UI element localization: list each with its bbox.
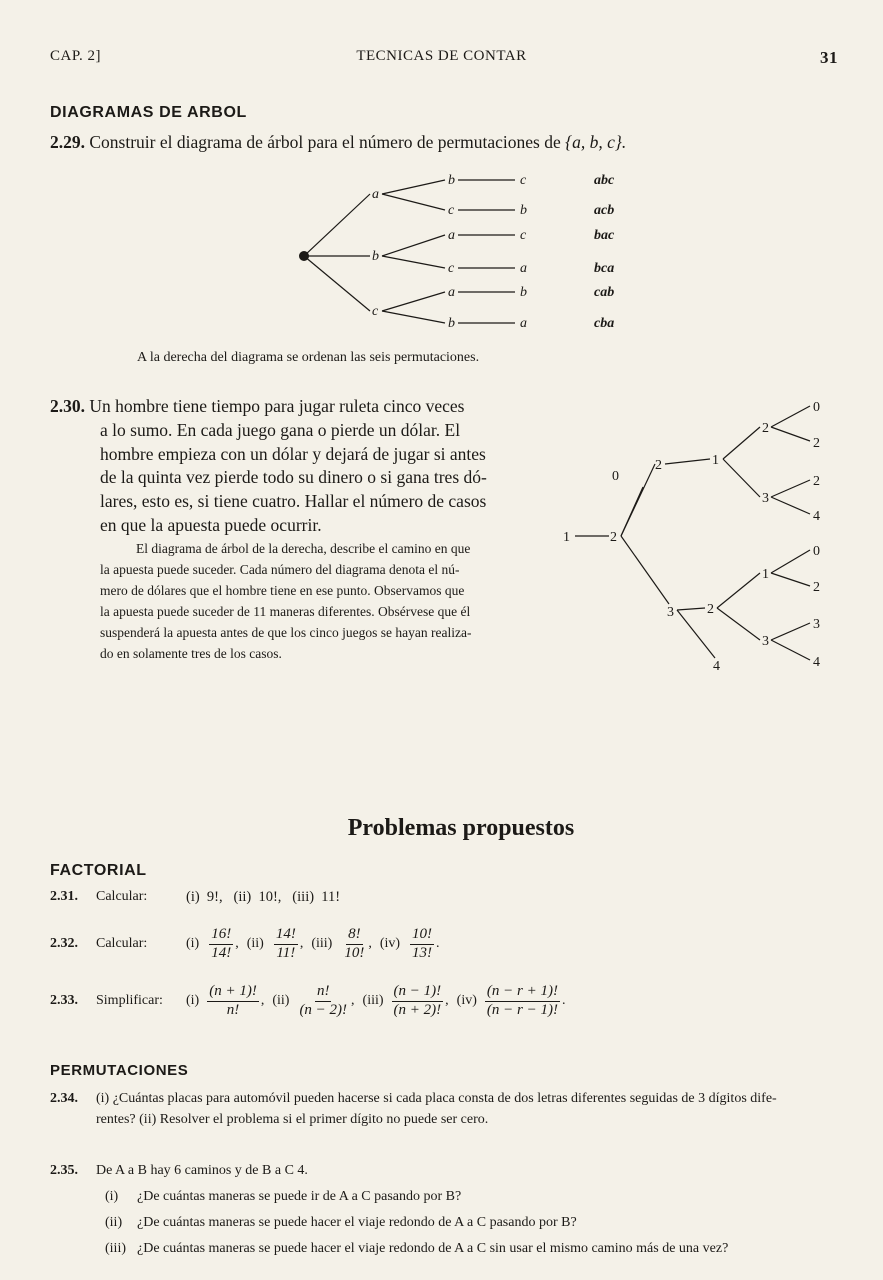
tree-leaf: 0 xyxy=(813,544,820,559)
tree-leaf: 2 xyxy=(813,474,820,489)
problem-number: 2.30. xyxy=(50,396,85,416)
problem-line: (i) ¿Cuántas placas para automóvil pueden hacerse si cada placa consta de dos letras diferentes seguidas de 3 dígitos dife- xyxy=(96,1091,777,1106)
tree-node: 2 xyxy=(707,602,714,617)
tree-leaf: a xyxy=(520,316,527,331)
tree-node: b xyxy=(372,249,379,264)
permutation-label: cba xyxy=(594,316,615,331)
separator: . xyxy=(561,993,566,1008)
fraction-numerator: n! xyxy=(315,983,332,1001)
tree-leaf: b xyxy=(520,203,527,218)
tree-node: 0 xyxy=(612,469,619,484)
problem-label: Simplificar: xyxy=(96,993,163,1008)
tree-node: b xyxy=(448,173,455,188)
fraction-numerator: 14! xyxy=(274,926,298,944)
fraction-denominator: 13! xyxy=(412,944,433,961)
problem-line: rentes? (ii) Resolver el problema si el primer dígito no puede ser cero. xyxy=(96,1112,489,1127)
fraction-numerator: 10! xyxy=(410,926,434,944)
problem-line: de la quinta vez pierde todo su dinero o si gana tres dó- xyxy=(100,467,487,488)
item-tag: (iii) xyxy=(311,936,333,951)
running-title: TECNICAS DE CONTAR xyxy=(356,48,527,64)
caption-2-29: A la derecha del diagrama se ordenan las seis permutaciones. xyxy=(137,350,480,365)
problem-line: a lo sumo. En cada juego gana o pierde un dólar. El xyxy=(100,419,461,440)
item-tag: (iii) xyxy=(362,993,384,1008)
problem-number: 2.35. xyxy=(50,1163,78,1178)
tree-node: 4 xyxy=(713,659,720,674)
chapter-label: CAP. 2] xyxy=(50,48,102,64)
root-node xyxy=(299,251,309,261)
item-tag: (i) xyxy=(186,993,200,1008)
solution-2-30 xyxy=(100,538,540,664)
tree-node: a xyxy=(372,187,379,202)
problem-text: (i) 9!, (ii) 10!, (iii) 11! xyxy=(186,888,341,905)
fraction-denominator: 10! xyxy=(344,944,365,961)
tree-node: a xyxy=(448,285,455,300)
problem-label: Calcular: xyxy=(96,936,148,951)
tree-node: 3 xyxy=(762,491,769,506)
item-tag: (ii) xyxy=(272,993,290,1008)
separator: , xyxy=(351,993,355,1008)
item-tag: (iii) xyxy=(105,1241,126,1256)
tree-leaf: b xyxy=(520,285,527,300)
tree-leaf: c xyxy=(520,228,527,243)
solution-line: la apuesta puede suceder de 11 maneras diferentes. Obsérvese que él xyxy=(100,604,471,619)
problem-number: 2.32. xyxy=(50,936,78,951)
tree-node: 3 xyxy=(667,605,674,620)
fraction xyxy=(485,983,560,1019)
question-text: ¿De cuántas maneras se puede hacer el viaje redondo de A a C pasando por B? xyxy=(137,1215,577,1230)
problem-label: Calcular: xyxy=(96,889,148,904)
tree-node: c xyxy=(448,261,455,276)
problem-line: Un hombre tiene tiempo para jugar ruleta cinco veces xyxy=(89,396,465,416)
question-text: ¿De cuántas maneras se puede ir de A a C pasando por B? xyxy=(137,1189,462,1204)
problem-2-35 xyxy=(50,1158,850,1262)
fraction xyxy=(342,926,366,962)
permutation-tree-diagram xyxy=(290,165,650,335)
problem-2-31 xyxy=(50,886,340,908)
fraction xyxy=(209,926,233,962)
permutation-label: bca xyxy=(594,261,615,276)
tree-node: 3 xyxy=(762,634,769,649)
permutation-label: cab xyxy=(594,285,615,300)
fraction-denominator: 11! xyxy=(276,944,296,961)
fraction-denominator: (n + 2)! xyxy=(393,1001,442,1018)
solution-line: la apuesta puede suceder. Cada número del diagrama denota el nú- xyxy=(100,562,460,577)
section-title-factorial: FACTORIAL xyxy=(50,862,147,879)
problem-text: Construir el diagrama de árbol para el número de permutaciones de xyxy=(89,132,561,152)
separator: , xyxy=(260,993,265,1008)
section-heading-proposed-problems: Problemas propuestos xyxy=(347,815,575,841)
tree-leaf: 3 xyxy=(813,617,820,632)
problem-line: en que la apuesta puede ocurrir. xyxy=(100,514,322,535)
tree-node: 1 xyxy=(563,530,570,545)
tree-node: c xyxy=(448,203,455,218)
permutation-label: acb xyxy=(594,203,615,218)
tree-leaf: 4 xyxy=(813,509,820,524)
solution-line: mero de dólares que el hombre tiene en ese punto. Observamos que xyxy=(100,583,465,598)
betting-tree-diagram xyxy=(555,390,845,675)
problem-2-32 xyxy=(50,922,440,966)
problem-2-34 xyxy=(50,1088,850,1130)
separator: , xyxy=(368,936,372,951)
tree-node: 2 xyxy=(610,530,617,545)
set-notation: {a, b, c}. xyxy=(565,132,627,152)
fraction-numerator: 16! xyxy=(209,926,233,944)
problem-2-30 xyxy=(50,395,540,538)
section-title-tree-diagrams: DIAGRAMAS DE ARBOL xyxy=(50,104,247,121)
problem-number: 2.31. xyxy=(50,889,78,904)
solution-line: do en solamente tres de los casos. xyxy=(100,646,282,661)
problem-line: hombre empieza con un dólar y dejará de jugar si antes xyxy=(100,443,486,464)
page-number: 31 xyxy=(820,48,838,67)
tree-leaf: 0 xyxy=(813,400,820,415)
separator: , xyxy=(235,936,239,951)
fraction-denominator: (n − r − 1)! xyxy=(486,1001,558,1018)
tree-node: 1 xyxy=(762,567,769,582)
tree-node: b xyxy=(448,316,455,331)
separator: . xyxy=(436,936,440,951)
item-tag: (ii) xyxy=(105,1215,123,1230)
solution-line: suspenderá la apuesta antes de que los cinco juegos se hayan realiza- xyxy=(100,625,472,640)
fraction-numerator: (n − r + 1)! xyxy=(485,983,560,1001)
solution-line: El diagrama de árbol de la derecha, describe el camino en que xyxy=(136,541,471,556)
fraction-denominator: n! xyxy=(226,1001,240,1018)
tree-node: 1 xyxy=(712,453,719,468)
question-text: ¿De cuántas maneras se puede hacer el viaje redondo de A a C sin usar el mismo camino más de una vez? xyxy=(137,1241,729,1256)
problem-2-33 xyxy=(50,979,565,1023)
item-tag: (iv) xyxy=(379,936,401,951)
fraction-numerator: (n − 1)! xyxy=(392,983,444,1001)
fraction-numerator: (n + 1)! xyxy=(207,983,259,1001)
section-title-permutations: PERMUTACIONES xyxy=(50,1062,189,1079)
fraction xyxy=(274,926,298,962)
fraction xyxy=(410,926,434,962)
fraction xyxy=(392,983,444,1019)
tree-leaf: 2 xyxy=(813,436,820,451)
fraction xyxy=(297,983,349,1019)
fraction-denominator: (n − 2)! xyxy=(299,1001,348,1018)
tree-leaf: c xyxy=(520,173,527,188)
tree-leaf: a xyxy=(520,261,527,276)
item-tag: (iv) xyxy=(456,993,477,1008)
tree-node: 2 xyxy=(655,458,662,473)
tree-node: c xyxy=(372,304,379,319)
tree-leaf: 2 xyxy=(813,580,820,595)
permutation-label: bac xyxy=(594,228,615,243)
tree-node: 2 xyxy=(762,421,769,436)
problem-2-29 xyxy=(50,131,626,155)
problem-number: 2.34. xyxy=(50,1091,78,1106)
item-tag: (ii) xyxy=(246,936,264,951)
fraction-denominator: 14! xyxy=(211,944,232,961)
item-tag: (i) xyxy=(186,936,200,951)
tree-node: a xyxy=(448,228,455,243)
fraction xyxy=(207,983,259,1019)
problem-number: 2.33. xyxy=(50,993,78,1008)
problem-intro: De A a B hay 6 caminos y de B a C 4. xyxy=(96,1163,308,1178)
fraction-numerator: 8! xyxy=(346,926,363,944)
problem-line: lares, esto es, si tiene cuatro. Hallar el número de casos xyxy=(100,491,487,512)
permutation-label: abc xyxy=(594,173,615,188)
separator: , xyxy=(445,993,449,1008)
tree-leaf: 4 xyxy=(813,655,820,670)
problem-number: 2.29. xyxy=(50,132,85,152)
item-tag: (i) xyxy=(105,1189,119,1204)
separator: , xyxy=(299,936,304,951)
